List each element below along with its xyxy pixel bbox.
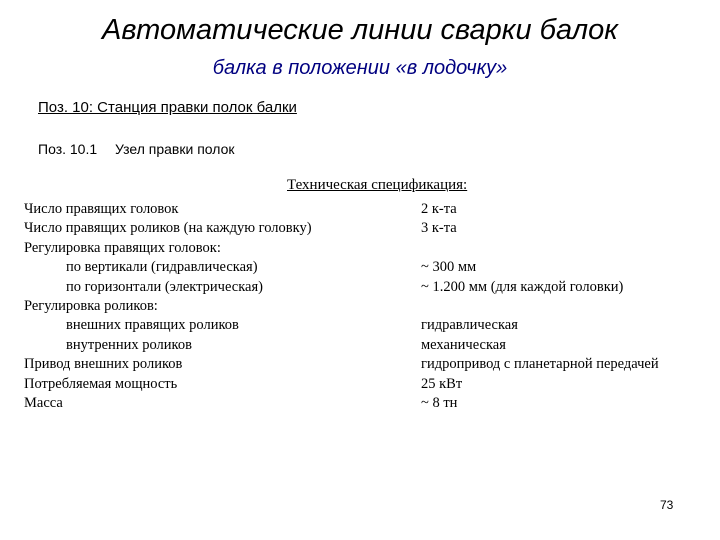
spec-label: внутренних роликов: [66, 336, 192, 353]
spec-label: внешних правящих роликов: [66, 317, 239, 334]
spec-row: [24, 355, 714, 374]
spec-label: Потребляемая мощность: [24, 375, 178, 392]
spec-value: ~ 300 мм: [421, 259, 477, 276]
position-heading: Поз. 10: Станция правки полок балки: [38, 99, 297, 116]
spec-value: ~ 8 тн: [421, 394, 458, 411]
spec-row: [24, 375, 714, 394]
spec-value: гидропривод с планетарной передачей: [421, 356, 659, 373]
spec-label: Регулировка правящих головок:: [24, 239, 221, 256]
spec-value: 3 к-та: [421, 220, 457, 237]
spec-value: 2 к-та: [421, 201, 457, 217]
position-subheading: [38, 139, 235, 159]
position-name: Узел правки полок: [115, 141, 235, 157]
spec-row: [24, 394, 714, 413]
spec-row: [24, 336, 714, 355]
spec-label: по вертикали (гидравлическая): [66, 259, 258, 276]
spec-value: гидравлическая: [421, 317, 518, 334]
slide-title: Автоматические линии сварки балок: [102, 14, 618, 46]
slide-subtitle: балка в положении «в лодочку»: [212, 57, 508, 79]
spec-value: 25 кВт: [421, 375, 463, 392]
spec-row: [24, 200, 714, 219]
spec-row: [24, 278, 714, 297]
spec-title: Техническая спецификация:: [287, 177, 468, 193]
spec-label: Число правящих роликов (на каждую головку): [24, 220, 312, 237]
spec-row: [24, 297, 714, 316]
spec-row: [24, 219, 714, 238]
spec-label: по горизонтали (электрическая): [66, 278, 263, 295]
spec-row: [24, 316, 714, 335]
spec-label: Привод внешних роликов: [24, 356, 183, 373]
spec-value: ~ 1.200 мм (для каждой головки): [421, 278, 624, 295]
spec-row: [24, 239, 714, 258]
spec-label: Регулировка роликов:: [24, 297, 158, 314]
spec-table: [24, 200, 714, 413]
page-number: 73: [660, 498, 674, 512]
spec-row: [24, 258, 714, 277]
spec-value: механическая: [421, 336, 506, 353]
spec-label: Масса: [24, 394, 63, 411]
spec-label: Число правящих головок: [24, 201, 179, 217]
position-code: Поз. 10.1: [38, 141, 98, 157]
